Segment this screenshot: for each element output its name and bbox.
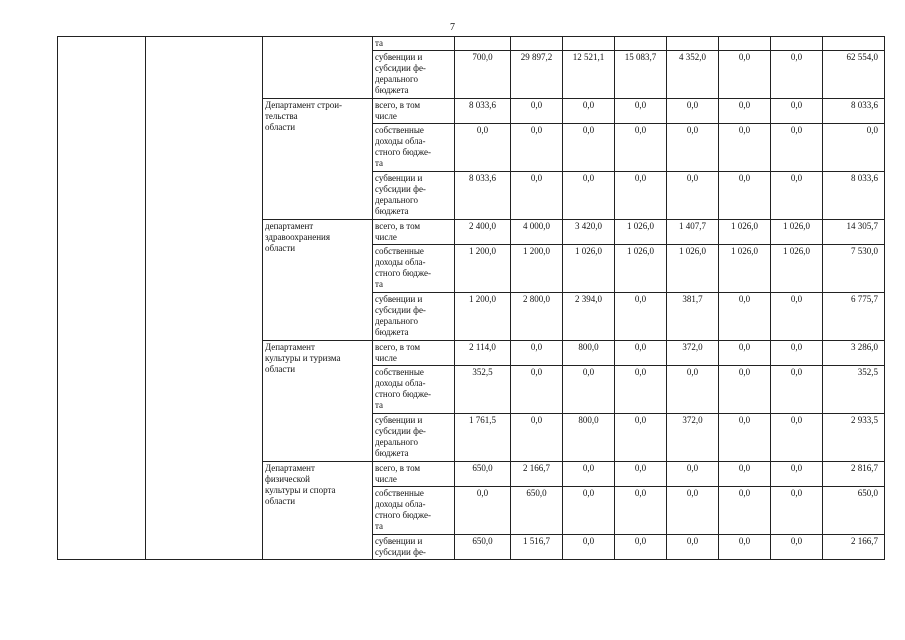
page-number: 7 <box>450 22 455 33</box>
value-cell: 0,0 <box>771 462 823 487</box>
value-cell: 0,0 <box>823 124 885 172</box>
value-cell: 8 033,6 <box>455 99 511 124</box>
value-cell: 2 800,0 <box>511 293 563 341</box>
value-cell: 0,0 <box>615 99 667 124</box>
value-cell: 1 026,0 <box>771 245 823 293</box>
value-cell: 0,0 <box>667 172 719 220</box>
value-cell: 0,0 <box>771 366 823 414</box>
value-cell: 4 000,0 <box>511 220 563 245</box>
budget-table <box>57 36 885 560</box>
table-body <box>58 37 885 560</box>
fund-type-cell: собственные доходы обла- стного бюдже- та <box>373 245 455 293</box>
value-cell: 0,0 <box>719 99 771 124</box>
table-row-continuation <box>58 37 885 51</box>
value-cell: 0,0 <box>511 124 563 172</box>
value-cell: 0,0 <box>511 172 563 220</box>
value-cell <box>823 37 885 51</box>
value-cell: 0,0 <box>511 341 563 366</box>
value-cell: 0,0 <box>615 172 667 220</box>
value-cell: 352,5 <box>823 366 885 414</box>
value-cell: 3 286,0 <box>823 341 885 366</box>
value-cell <box>719 37 771 51</box>
value-cell: 0,0 <box>667 462 719 487</box>
value-cell: 0,0 <box>615 124 667 172</box>
value-cell: 0,0 <box>455 487 511 535</box>
fund-type-cell: всего, в том числе <box>373 341 455 366</box>
value-cell: 0,0 <box>615 462 667 487</box>
value-cell: 352,5 <box>455 366 511 414</box>
value-cell: 1 516,7 <box>511 535 563 560</box>
value-cell: 7 530,0 <box>823 245 885 293</box>
value-cell: 0,0 <box>771 487 823 535</box>
value-cell: 0,0 <box>771 535 823 560</box>
value-cell: 1 407,7 <box>667 220 719 245</box>
value-cell: 0,0 <box>719 366 771 414</box>
fund-type-cell: субвенции и субсидии фе- дерального бюджета <box>373 414 455 462</box>
department-name-cell: Департамент физической культуры и спорта области <box>263 462 373 560</box>
value-cell: 1 200,0 <box>455 293 511 341</box>
value-cell: 0,0 <box>719 51 771 99</box>
value-cell <box>455 37 511 51</box>
value-cell: 15 083,7 <box>615 51 667 99</box>
value-cell: 12 521,1 <box>563 51 615 99</box>
value-cell: 0,0 <box>511 414 563 462</box>
value-cell: 1 026,0 <box>719 245 771 293</box>
value-cell: 0,0 <box>563 487 615 535</box>
value-cell: 2 933,5 <box>823 414 885 462</box>
value-cell: 6 775,7 <box>823 293 885 341</box>
value-cell: 0,0 <box>719 462 771 487</box>
value-cell: 14 305,7 <box>823 220 885 245</box>
value-cell <box>771 37 823 51</box>
value-cell: 0,0 <box>719 414 771 462</box>
value-cell: 1 200,0 <box>455 245 511 293</box>
value-cell: 650,0 <box>511 487 563 535</box>
value-cell: 0,0 <box>667 124 719 172</box>
value-cell <box>615 37 667 51</box>
value-cell: 0,0 <box>667 99 719 124</box>
value-cell: 1 026,0 <box>771 220 823 245</box>
value-cell: 0,0 <box>719 535 771 560</box>
value-cell: 8 033,6 <box>455 172 511 220</box>
value-cell: 1 026,0 <box>667 245 719 293</box>
fund-type-cell: субвенции и субсидии фе- <box>373 535 455 560</box>
value-cell: 650,0 <box>455 462 511 487</box>
department-name-cell: Департамент строи- тельства области <box>263 99 373 220</box>
value-cell: 0,0 <box>771 414 823 462</box>
value-cell: 1 026,0 <box>615 220 667 245</box>
value-cell: 0,0 <box>719 124 771 172</box>
value-cell: 2 394,0 <box>563 293 615 341</box>
value-cell: 0,0 <box>771 99 823 124</box>
value-cell: 0,0 <box>615 293 667 341</box>
value-cell: 650,0 <box>823 487 885 535</box>
value-cell <box>511 37 563 51</box>
value-cell: 0,0 <box>667 535 719 560</box>
value-cell: 0,0 <box>719 341 771 366</box>
value-cell: 381,7 <box>667 293 719 341</box>
value-cell: 2 400,0 <box>455 220 511 245</box>
value-cell: 372,0 <box>667 414 719 462</box>
fund-type-cell: субвенции и субсидии фе- дерального бюджета <box>373 293 455 341</box>
fund-type-cell: всего, в том числе <box>373 220 455 245</box>
value-cell: 0,0 <box>563 172 615 220</box>
value-cell: 0,0 <box>771 172 823 220</box>
value-cell: 0,0 <box>771 124 823 172</box>
value-cell: 0,0 <box>615 341 667 366</box>
value-cell: 0,0 <box>771 293 823 341</box>
value-cell: 4 352,0 <box>667 51 719 99</box>
value-cell: 0,0 <box>615 366 667 414</box>
blank-col-2 <box>146 37 263 560</box>
value-cell: 0,0 <box>563 366 615 414</box>
fund-type-cell: субвенции и субсидии фе- дерального бюджета <box>373 172 455 220</box>
value-cell: 0,0 <box>563 99 615 124</box>
value-cell: 0,0 <box>771 51 823 99</box>
value-cell: 0,0 <box>615 414 667 462</box>
value-cell: 1 026,0 <box>615 245 667 293</box>
value-cell: 0,0 <box>563 462 615 487</box>
value-cell: 0,0 <box>667 487 719 535</box>
value-cell: 800,0 <box>563 341 615 366</box>
value-cell: 3 420,0 <box>563 220 615 245</box>
value-cell: 1 026,0 <box>563 245 615 293</box>
value-cell: 800,0 <box>563 414 615 462</box>
fund-type-cell: собственные доходы обла- стного бюдже- та <box>373 124 455 172</box>
value-cell: 0,0 <box>719 172 771 220</box>
value-cell: 2 114,0 <box>455 341 511 366</box>
value-cell: 0,0 <box>667 366 719 414</box>
fund-type-cell: всего, в том числе <box>373 99 455 124</box>
value-cell: 0,0 <box>511 366 563 414</box>
value-cell: 1 026,0 <box>719 220 771 245</box>
department-name-cell: департамент здравоохранения области <box>263 220 373 341</box>
dept-cell-continued <box>263 37 373 99</box>
value-cell: 0,0 <box>615 535 667 560</box>
fund-type-cell: субвенции и субсидии фе- дерального бюджета <box>373 51 455 99</box>
department-name-cell: Департамент культуры и туризма области <box>263 341 373 462</box>
value-cell: 0,0 <box>719 487 771 535</box>
value-cell: 700,0 <box>455 51 511 99</box>
value-cell: 0,0 <box>511 99 563 124</box>
value-cell <box>563 37 615 51</box>
value-cell: 1 200,0 <box>511 245 563 293</box>
value-cell: 372,0 <box>667 341 719 366</box>
value-cell: 1 761,5 <box>455 414 511 462</box>
value-cell: 0,0 <box>771 341 823 366</box>
fund-type-cell: та <box>373 37 455 51</box>
value-cell: 0,0 <box>563 535 615 560</box>
fund-type-cell: собственные доходы обла- стного бюдже- та <box>373 366 455 414</box>
value-cell: 62 554,0 <box>823 51 885 99</box>
fund-type-cell: всего, в том числе <box>373 462 455 487</box>
value-cell: 29 897,2 <box>511 51 563 99</box>
value-cell: 2 816,7 <box>823 462 885 487</box>
blank-col-1 <box>58 37 146 560</box>
value-cell: 0,0 <box>455 124 511 172</box>
value-cell: 2 166,7 <box>823 535 885 560</box>
value-cell: 0,0 <box>563 124 615 172</box>
value-cell: 8 033,6 <box>823 172 885 220</box>
value-cell <box>667 37 719 51</box>
value-cell: 0,0 <box>615 487 667 535</box>
value-cell: 650,0 <box>455 535 511 560</box>
value-cell: 8 033,6 <box>823 99 885 124</box>
value-cell: 0,0 <box>719 293 771 341</box>
fund-type-cell: собственные доходы обла- стного бюдже- та <box>373 487 455 535</box>
value-cell: 2 166,7 <box>511 462 563 487</box>
